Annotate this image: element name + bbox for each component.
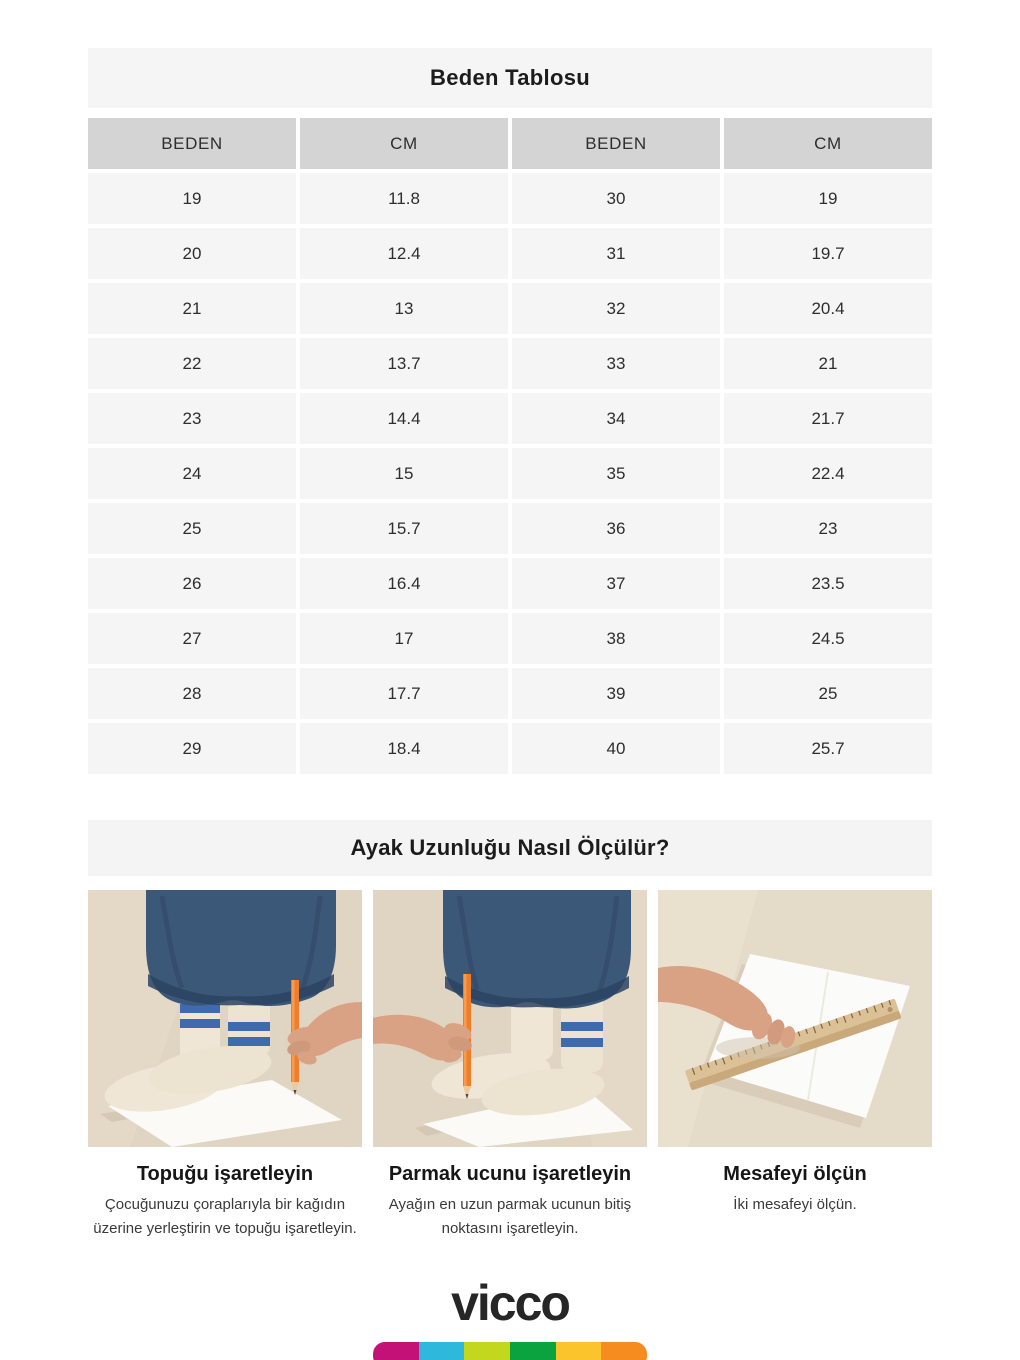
- size-table-cell: 29: [88, 723, 296, 774]
- brand-color-bar: [373, 1342, 647, 1360]
- step-mark-heel: [88, 890, 362, 1241]
- size-table-cell: 21: [88, 283, 296, 334]
- size-table-cell: 17.7: [300, 668, 508, 719]
- size-table-cell: 36: [512, 503, 720, 554]
- size-table-cell: 26: [88, 558, 296, 609]
- step-mark-toe: [373, 890, 647, 1241]
- size-table-cell: 18.4: [300, 723, 508, 774]
- size-table-cell: 22: [88, 338, 296, 389]
- brand-bar-segment: [510, 1342, 556, 1360]
- size-chart-title: Beden Tablosu: [430, 65, 590, 90]
- size-table-cell: 13.7: [300, 338, 508, 389]
- size-table-cell: 15.7: [300, 503, 508, 554]
- size-table-header-cell: CM: [724, 118, 932, 169]
- size-table-cell: 19.7: [724, 228, 932, 279]
- step-description: Çocuğunuzu çoraplarıyla bir kağıdın üzerine yerleştirin ve topuğu işaretleyin.: [93, 1196, 357, 1237]
- size-table-header-cell: BEDEN: [512, 118, 720, 169]
- size-table-cell: 23: [724, 503, 932, 554]
- size-table-cell: 23.5: [724, 558, 932, 609]
- size-table-cell: 40: [512, 723, 720, 774]
- how-to-steps: [88, 890, 932, 1241]
- size-table-cell: 24.5: [724, 613, 932, 664]
- size-table-header-cell: CM: [300, 118, 508, 169]
- size-table-cell: 20: [88, 228, 296, 279]
- size-table-cell: 30: [512, 173, 720, 224]
- size-table-cell: 19: [724, 173, 932, 224]
- step-title: Mesafeyi ölçün: [723, 1163, 867, 1185]
- size-table-cell: 25.7: [724, 723, 932, 774]
- size-table-cell: 15: [300, 448, 508, 499]
- size-chart-title-bar: [88, 48, 932, 108]
- step-title: Parmak ucunu işaretleyin: [388, 1163, 632, 1185]
- size-table-header-cell: BEDEN: [88, 118, 296, 169]
- step-description: İki mesafeyi ölçün.: [733, 1196, 857, 1213]
- size-table-cell: 34: [512, 393, 720, 444]
- size-table-cell: 22.4: [724, 448, 932, 499]
- size-table-cell: 28: [88, 668, 296, 719]
- mark-toe-photo: [373, 890, 647, 1147]
- size-table-cell: 12.4: [300, 228, 508, 279]
- size-table-cell: 19: [88, 173, 296, 224]
- size-table: [88, 118, 932, 774]
- size-table-cell: 37: [512, 558, 720, 609]
- size-table-cell: 16.4: [300, 558, 508, 609]
- size-table-cell: 13: [300, 283, 508, 334]
- size-table-cell: 25: [724, 668, 932, 719]
- brand-bar-segment: [419, 1342, 465, 1360]
- size-table-cell: 24: [88, 448, 296, 499]
- brand-bar-segment: [373, 1342, 419, 1360]
- size-table-cell: 39: [512, 668, 720, 719]
- how-to-title-bar: [88, 820, 932, 876]
- size-table-cell: 35: [512, 448, 720, 499]
- size-table-cell: 27: [88, 613, 296, 664]
- step-measure-distance: [658, 890, 932, 1241]
- mark-heel-photo: [88, 890, 362, 1147]
- brand-bar-segment: [556, 1342, 602, 1360]
- how-to-title: Ayak Uzunluğu Nasıl Ölçülür?: [350, 835, 670, 860]
- size-table-cell: 25: [88, 503, 296, 554]
- size-table-cell: 17: [300, 613, 508, 664]
- brand-bar-segment: [464, 1342, 510, 1360]
- size-table-cell: 38: [512, 613, 720, 664]
- size-table-cell: 20.4: [724, 283, 932, 334]
- size-table-cell: 32: [512, 283, 720, 334]
- size-table-cell: 23: [88, 393, 296, 444]
- brand-bar-segment: [601, 1342, 647, 1360]
- size-table-cell: 14.4: [300, 393, 508, 444]
- measure-ruler-photo: [658, 890, 932, 1147]
- size-table-cell: 11.8: [300, 173, 508, 224]
- size-table-cell: 21: [724, 338, 932, 389]
- size-table-cell: 31: [512, 228, 720, 279]
- size-table-cell: 21.7: [724, 393, 932, 444]
- step-title: Topuğu işaretleyin: [136, 1163, 314, 1185]
- vicco-logo: vicco: [451, 1275, 569, 1331]
- size-table-cell: 33: [512, 338, 720, 389]
- step-description: Ayağın en uzun parmak ucunun bitiş noktasını işaretleyin.: [388, 1196, 632, 1237]
